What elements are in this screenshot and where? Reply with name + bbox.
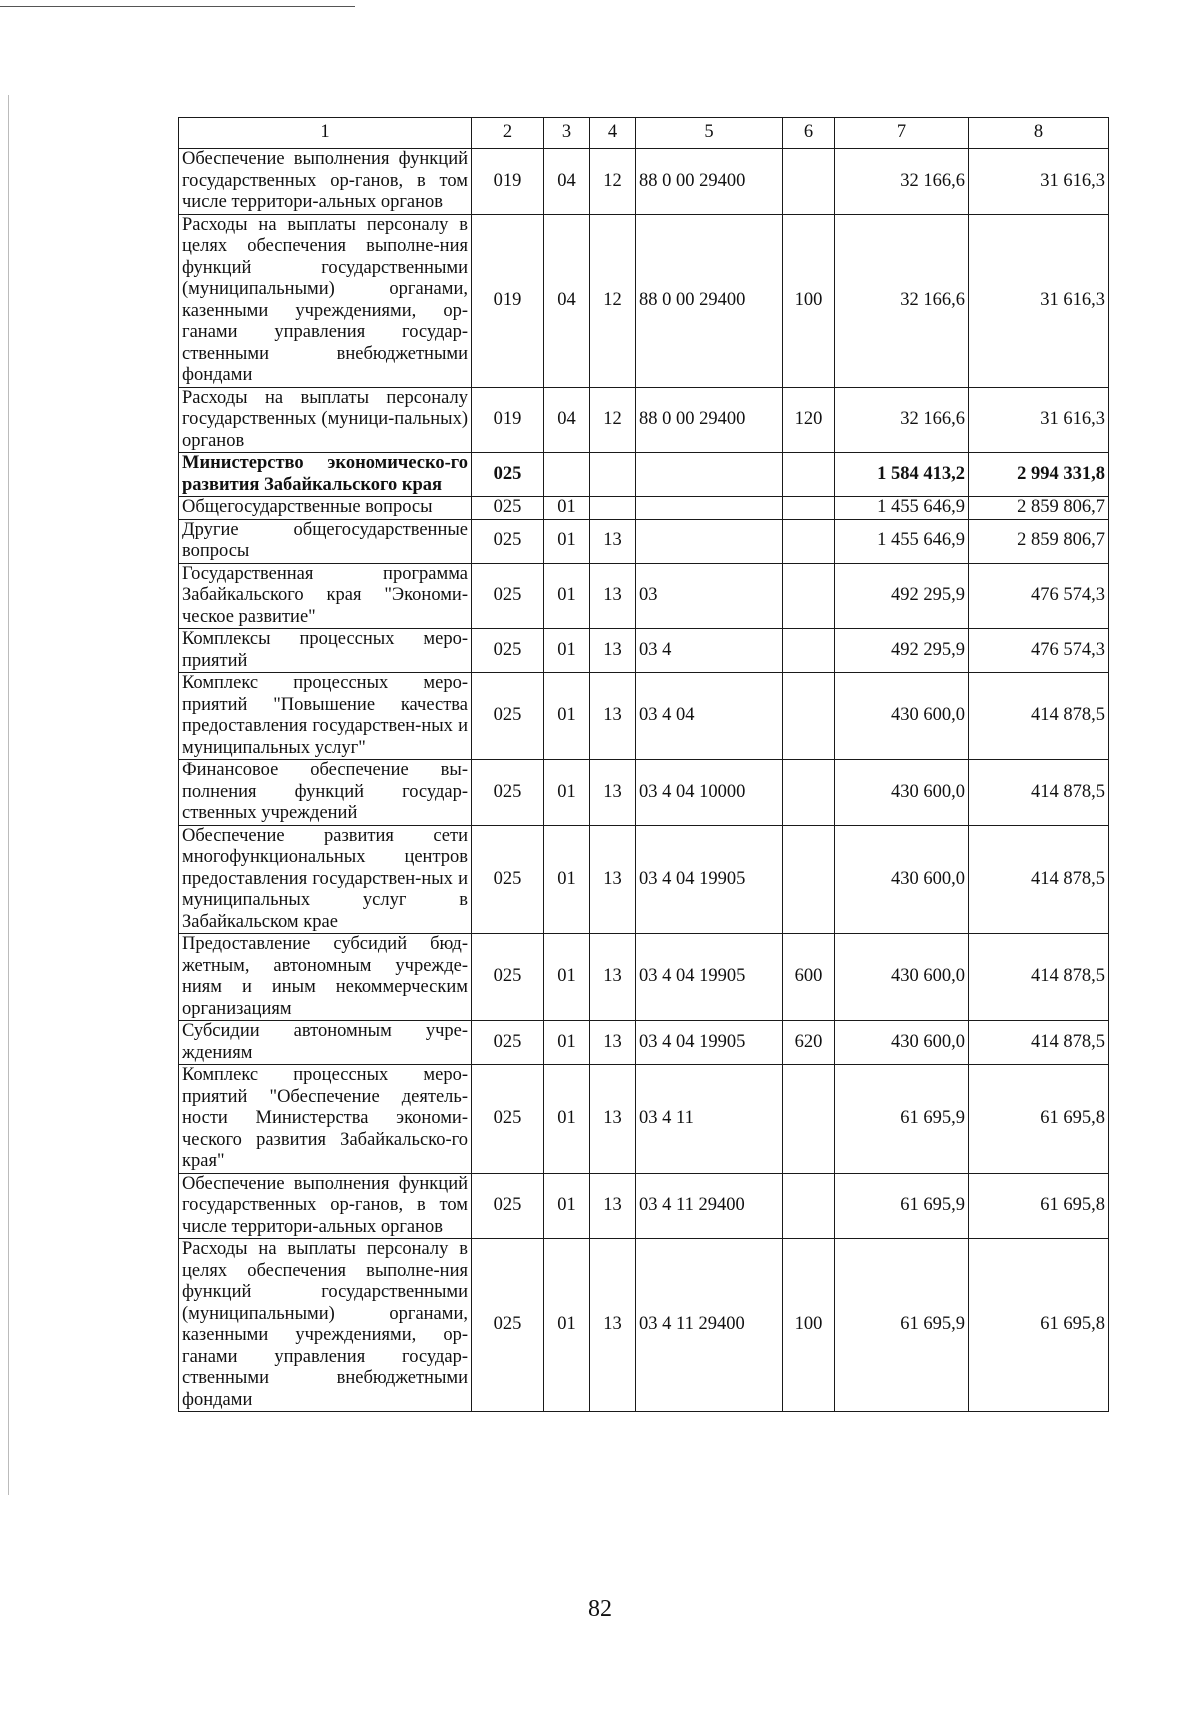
row-subsection-cell: 13: [590, 563, 636, 629]
row-name-cell: Обеспечение развития сети многофункциональных центров предоставления государствен-ных и муниципальных услуг в Забайкальском крае: [179, 825, 472, 934]
table-row: [179, 563, 1109, 629]
row-amount-year1-cell: 32 166,6: [835, 214, 969, 387]
row-code-admin-cell: 025: [472, 825, 544, 934]
row-code-admin-cell: 025: [472, 453, 544, 497]
row-subsection-cell: 13: [590, 1173, 636, 1239]
row-expense-type-cell: [783, 519, 835, 563]
row-code-admin-cell: 025: [472, 1173, 544, 1239]
table-row: [179, 149, 1109, 215]
row-name-cell: Обеспечение выполнения функций государственных ор-ганов, в том числе территори-альных органов: [179, 149, 472, 215]
row-name-cell: Комплекс процессных меро-приятий "Повышение качества предоставления государствен-ных и муниципальных услуг": [179, 673, 472, 760]
table-row: [179, 760, 1109, 826]
row-section-cell: 04: [544, 214, 590, 387]
row-expense-type-cell: [783, 825, 835, 934]
row-section-cell: 01: [544, 934, 590, 1021]
row-subsection-cell: 13: [590, 825, 636, 934]
row-expense-type-cell: 120: [783, 387, 835, 453]
row-target-item-cell: [636, 453, 783, 497]
row-target-item-cell: 88 0 00 29400: [636, 214, 783, 387]
table-row: [179, 1173, 1109, 1239]
row-amount-year2-cell: 31 616,3: [969, 149, 1109, 215]
table-row: [179, 629, 1109, 673]
table-row: [179, 387, 1109, 453]
table-row: [179, 1021, 1109, 1065]
row-amount-year1-cell: 61 695,9: [835, 1173, 969, 1239]
row-name-cell: Финансовое обеспечение вы-полнения функций государ-ственных учреждений: [179, 760, 472, 826]
row-section-cell: 04: [544, 149, 590, 215]
row-name-cell: Комплекс процессных меро-приятий "Обеспечение деятель-ности Министерства экономи-ческого развития Забайкальско-го края": [179, 1065, 472, 1174]
row-section-cell: 01: [544, 1173, 590, 1239]
row-section-cell: 01: [544, 760, 590, 826]
row-expense-type-cell: 100: [783, 214, 835, 387]
row-name-cell: Обеспечение выполнения функций государственных ор-ганов, в том числе территори-альных органов: [179, 1173, 472, 1239]
row-amount-year1-cell: 32 166,6: [835, 387, 969, 453]
row-code-admin-cell: 025: [472, 629, 544, 673]
row-amount-year2-cell: 414 878,5: [969, 825, 1109, 934]
row-code-admin-cell: 025: [472, 563, 544, 629]
row-expense-type-cell: [783, 563, 835, 629]
row-amount-year1-cell: 1 455 646,9: [835, 519, 969, 563]
row-code-admin-cell: 025: [472, 1065, 544, 1174]
row-target-item-cell: 03 4 04 19905: [636, 934, 783, 1021]
row-subsection-cell: [590, 453, 636, 497]
row-target-item-cell: 03 4 04 19905: [636, 1021, 783, 1065]
row-amount-year2-cell: 2 859 806,7: [969, 519, 1109, 563]
row-target-item-cell: 03 4: [636, 629, 783, 673]
table-row: [179, 214, 1109, 387]
row-section-cell: 01: [544, 519, 590, 563]
row-expense-type-cell: [783, 1173, 835, 1239]
row-name-cell: Другие общегосударственные вопросы: [179, 519, 472, 563]
header-col-8: 8: [969, 118, 1109, 149]
row-expense-type-cell: [783, 673, 835, 760]
row-amount-year1-cell: 1 584 413,2: [835, 453, 969, 497]
row-code-admin-cell: 025: [472, 1021, 544, 1065]
row-expense-type-cell: [783, 629, 835, 673]
row-amount-year2-cell: 414 878,5: [969, 760, 1109, 826]
row-subsection-cell: 12: [590, 387, 636, 453]
row-target-item-cell: 88 0 00 29400: [636, 149, 783, 215]
row-section-cell: [544, 453, 590, 497]
row-name-cell: Государственная программа Забайкальского края "Экономи-ческое развитие": [179, 563, 472, 629]
budget-table: [178, 117, 1109, 1412]
header-col-4: 4: [590, 118, 636, 149]
scan-artifact-line: [0, 6, 355, 7]
row-amount-year1-cell: 492 295,9: [835, 563, 969, 629]
row-amount-year1-cell: 61 695,9: [835, 1065, 969, 1174]
row-expense-type-cell: 620: [783, 1021, 835, 1065]
header-col-3: 3: [544, 118, 590, 149]
row-code-admin-cell: 025: [472, 760, 544, 826]
row-amount-year2-cell: 2 994 331,8: [969, 453, 1109, 497]
row-amount-year2-cell: 476 574,3: [969, 629, 1109, 673]
row-amount-year1-cell: 430 600,0: [835, 760, 969, 826]
row-amount-year2-cell: 414 878,5: [969, 934, 1109, 1021]
row-name-cell: Расходы на выплаты персоналу государственных (муници-пальных) органов: [179, 387, 472, 453]
row-target-item-cell: [636, 519, 783, 563]
table-row: [179, 934, 1109, 1021]
row-amount-year2-cell: 2 859 806,7: [969, 497, 1109, 520]
row-name-cell: Предоставление субсидий бюд-жетным, автономным учрежде-ниям и иным некоммерческим организациям: [179, 934, 472, 1021]
row-code-admin-cell: 019: [472, 214, 544, 387]
row-subsection-cell: 13: [590, 1065, 636, 1174]
row-code-admin-cell: 025: [472, 934, 544, 1021]
row-target-item-cell: 03 4 11 29400: [636, 1173, 783, 1239]
row-amount-year2-cell: 476 574,3: [969, 563, 1109, 629]
row-amount-year1-cell: 492 295,9: [835, 629, 969, 673]
page-number: 82: [588, 1596, 612, 1622]
row-code-admin-cell: 025: [472, 673, 544, 760]
row-target-item-cell: 03 4 04: [636, 673, 783, 760]
row-subsection-cell: 12: [590, 214, 636, 387]
row-name-cell: Министерство экономическо-го развития Забайкальского края: [179, 453, 472, 497]
table-header-row: [179, 118, 1109, 149]
scan-artifact-edge: [8, 95, 9, 1495]
row-code-admin-cell: 025: [472, 1239, 544, 1412]
table-row: [179, 497, 1109, 520]
row-subsection-cell: 13: [590, 629, 636, 673]
row-amount-year2-cell: 61 695,8: [969, 1173, 1109, 1239]
row-amount-year1-cell: 1 455 646,9: [835, 497, 969, 520]
row-section-cell: 01: [544, 673, 590, 760]
table-body: [179, 149, 1109, 1412]
row-amount-year1-cell: 430 600,0: [835, 1021, 969, 1065]
row-name-cell: Общегосударственные вопросы: [179, 497, 472, 520]
row-amount-year1-cell: 430 600,0: [835, 825, 969, 934]
row-amount-year2-cell: 61 695,8: [969, 1065, 1109, 1174]
row-name-cell: Комплексы процессных меро-приятий: [179, 629, 472, 673]
row-amount-year2-cell: 414 878,5: [969, 673, 1109, 760]
row-expense-type-cell: [783, 1065, 835, 1174]
row-section-cell: 01: [544, 1239, 590, 1412]
header-col-2: 2: [472, 118, 544, 149]
table-row: [179, 519, 1109, 563]
header-col-5: 5: [636, 118, 783, 149]
row-expense-type-cell: [783, 760, 835, 826]
row-subsection-cell: 13: [590, 760, 636, 826]
row-target-item-cell: 03 4 11: [636, 1065, 783, 1174]
row-amount-year2-cell: 61 695,8: [969, 1239, 1109, 1412]
row-amount-year2-cell: 31 616,3: [969, 387, 1109, 453]
row-code-admin-cell: 019: [472, 149, 544, 215]
row-subsection-cell: [590, 497, 636, 520]
row-name-cell: Субсидии автономным учре-ждениям: [179, 1021, 472, 1065]
row-subsection-cell: 13: [590, 1021, 636, 1065]
header-col-7: 7: [835, 118, 969, 149]
row-subsection-cell: 13: [590, 934, 636, 1021]
row-section-cell: 01: [544, 497, 590, 520]
row-amount-year1-cell: 32 166,6: [835, 149, 969, 215]
row-target-item-cell: 03 4 04 19905: [636, 825, 783, 934]
table-row: [179, 453, 1109, 497]
row-expense-type-cell: [783, 453, 835, 497]
table-row: [179, 673, 1109, 760]
row-subsection-cell: 13: [590, 673, 636, 760]
row-code-admin-cell: 019: [472, 387, 544, 453]
row-code-admin-cell: 025: [472, 497, 544, 520]
table-row: [179, 1065, 1109, 1174]
header-col-1: 1: [179, 118, 472, 149]
table-row: [179, 1239, 1109, 1412]
header-col-6: 6: [783, 118, 835, 149]
row-code-admin-cell: 025: [472, 519, 544, 563]
row-name-cell: Расходы на выплаты персоналу в целях обеспечения выполне-ния функций государственными (муниципальными) органами, казенными учреждениями, ор-ганами управления государ-ственными внебюджетными фондами: [179, 214, 472, 387]
row-amount-year2-cell: 31 616,3: [969, 214, 1109, 387]
row-expense-type-cell: [783, 149, 835, 215]
row-expense-type-cell: 600: [783, 934, 835, 1021]
row-amount-year1-cell: 430 600,0: [835, 673, 969, 760]
row-subsection-cell: 13: [590, 1239, 636, 1412]
row-name-cell: Расходы на выплаты персоналу в целях обеспечения выполне-ния функций государственными (муниципальными) органами, казенными учреждениями, ор-ганами управления государ-ственными внебюджетными фондами: [179, 1239, 472, 1412]
row-target-item-cell: 03 4 11 29400: [636, 1239, 783, 1412]
row-subsection-cell: 13: [590, 519, 636, 563]
row-expense-type-cell: [783, 497, 835, 520]
row-section-cell: 01: [544, 825, 590, 934]
row-amount-year2-cell: 414 878,5: [969, 1021, 1109, 1065]
row-section-cell: 01: [544, 629, 590, 673]
row-section-cell: 01: [544, 1065, 590, 1174]
row-section-cell: 01: [544, 563, 590, 629]
table-row: [179, 825, 1109, 934]
row-target-item-cell: [636, 497, 783, 520]
row-expense-type-cell: 100: [783, 1239, 835, 1412]
row-section-cell: 01: [544, 1021, 590, 1065]
row-section-cell: 04: [544, 387, 590, 453]
row-amount-year1-cell: 61 695,9: [835, 1239, 969, 1412]
row-target-item-cell: 03 4 04 10000: [636, 760, 783, 826]
row-amount-year1-cell: 430 600,0: [835, 934, 969, 1021]
row-subsection-cell: 12: [590, 149, 636, 215]
row-target-item-cell: 88 0 00 29400: [636, 387, 783, 453]
row-target-item-cell: 03: [636, 563, 783, 629]
